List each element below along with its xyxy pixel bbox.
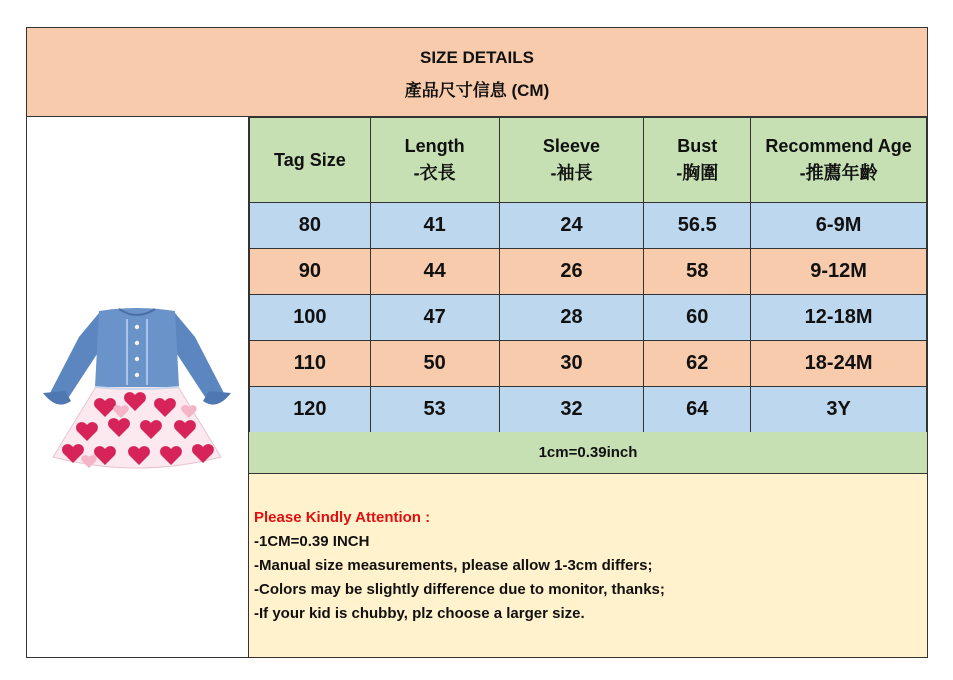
age-cell: 3Y bbox=[751, 387, 927, 433]
dress-image bbox=[39, 307, 235, 477]
column-header-bust bbox=[644, 118, 751, 203]
size-details-title: SIZE DETAILS bbox=[420, 48, 534, 67]
column-header-sublabel: -推薦年齡 bbox=[799, 163, 878, 183]
column-header-recommend-age bbox=[751, 118, 927, 203]
attention-line: -1CM=0.39 INCH bbox=[254, 533, 370, 550]
length-cell: 41 bbox=[370, 203, 499, 249]
attention-line: -Manual size measurements, please allow 1-3cm differs; bbox=[254, 557, 653, 574]
tag-size-cell: 120 bbox=[250, 387, 371, 433]
tag-size-cell: 100 bbox=[250, 295, 371, 341]
table-row bbox=[250, 249, 927, 295]
table-header-row bbox=[250, 118, 927, 203]
length-cell: 44 bbox=[370, 249, 499, 295]
sleeve-cell: 24 bbox=[499, 203, 644, 249]
attention-line: -If your kid is chubby, plz choose a larger size. bbox=[254, 605, 585, 622]
bust-cell: 56.5 bbox=[644, 203, 751, 249]
length-cell: 50 bbox=[370, 341, 499, 387]
bust-cell: 60 bbox=[644, 295, 751, 341]
age-cell: 9-12M bbox=[751, 249, 927, 295]
column-header-tag-size bbox=[250, 118, 371, 203]
bust-cell: 64 bbox=[644, 387, 751, 433]
column-header-sublabel: -衣長 bbox=[413, 163, 456, 183]
column-header-label: Bust bbox=[677, 136, 718, 156]
sleeve-cell: 32 bbox=[499, 387, 644, 433]
attention-line: -Colors may be slightly difference due to monitor, thanks; bbox=[254, 581, 665, 598]
column-header-label: Tag Size bbox=[274, 149, 346, 170]
length-cell: 53 bbox=[370, 387, 499, 433]
sleeve-cell: 28 bbox=[499, 295, 644, 341]
column-header-sublabel: -袖長 bbox=[550, 163, 593, 183]
column-header-label: Recommend Age bbox=[765, 136, 912, 156]
tag-size-cell: 110 bbox=[250, 341, 371, 387]
column-header-sleeve bbox=[499, 118, 644, 203]
product-image-cell bbox=[27, 117, 249, 657]
sleeve-cell: 26 bbox=[499, 249, 644, 295]
tag-size-cell: 80 bbox=[250, 203, 371, 249]
attention-box bbox=[249, 474, 927, 657]
size-details-subtitle: 產品尺寸信息 (CM) bbox=[404, 81, 550, 100]
conversion-note: 1cm=0.39inch bbox=[249, 432, 927, 474]
column-header-label: Length bbox=[404, 136, 465, 156]
table-row bbox=[250, 203, 927, 249]
age-cell: 6-9M bbox=[751, 203, 927, 249]
bust-cell: 62 bbox=[644, 341, 751, 387]
tag-size-cell: 90 bbox=[250, 249, 371, 295]
table-row bbox=[250, 295, 927, 341]
bust-cell: 58 bbox=[644, 249, 751, 295]
column-header-sublabel: -胸圍 bbox=[676, 163, 719, 183]
column-header-length bbox=[370, 118, 499, 203]
sleeve-cell: 30 bbox=[499, 341, 644, 387]
age-cell: 18-24M bbox=[751, 341, 927, 387]
attention-title: Please Kindly Attention : bbox=[254, 509, 431, 526]
column-header-label: Sleeve bbox=[542, 136, 600, 156]
age-cell: 12-18M bbox=[751, 295, 927, 341]
size-chart-header bbox=[27, 28, 927, 117]
table-row bbox=[250, 387, 927, 433]
size-table bbox=[249, 117, 927, 433]
table-row bbox=[250, 341, 927, 387]
length-cell: 47 bbox=[370, 295, 499, 341]
size-chart-frame bbox=[26, 27, 928, 658]
